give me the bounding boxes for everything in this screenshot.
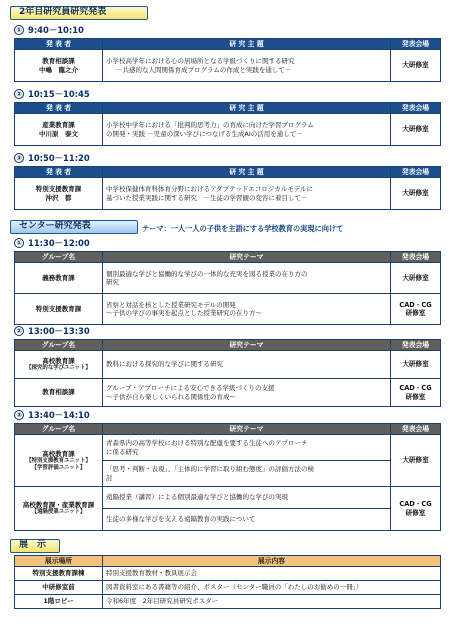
group-cell: 教育相談課: [15, 379, 103, 407]
header-theme: 研究テーマ: [103, 252, 391, 263]
header-theme: 研 究 主 題: [103, 39, 391, 50]
exhibition-table: [14, 555, 441, 609]
header-venue: 発表会場: [391, 340, 441, 351]
session-time: ③ 10:50－11:20: [14, 153, 90, 164]
header-presenter: 発 表 者: [15, 103, 103, 114]
header-venue: 発表会場: [391, 424, 441, 435]
header-group: グループ名: [15, 424, 103, 435]
session-number: ②: [14, 89, 24, 99]
content-cell: 特別支援教育教材・教具展示会: [103, 567, 441, 581]
center-theme: テーマ：一人一人の子供を主語にする学校教育の実現に向けて: [142, 224, 344, 233]
group-cell: 高校教育課 【探究的な学びユニット】: [15, 351, 103, 379]
theme-cell: 青森県内の高等学校における特別な配慮を要する生徒へのアプローチ に係る研究: [103, 435, 391, 461]
presenter-cell: 特別支援教育課 沖沢 都: [15, 178, 103, 210]
session-time: ③ 13:40－14:10: [14, 410, 90, 421]
theme-cell: 個別最適な学びと協働的な学びの一体的な充実を図る授業の在り方の 研究: [103, 263, 391, 294]
header-content: 展示内容: [103, 556, 441, 567]
header-presenter: 発 表 者: [15, 39, 103, 50]
session-number: ③: [14, 410, 24, 420]
header-theme: 研究テーマ: [103, 340, 391, 351]
presenter-cell: 教育相談課 中嶋 龍之介: [15, 50, 103, 82]
section-title-2nd-year: 2年目研究員研究発表: [10, 6, 148, 20]
place-cell: 特別支援教育課棟: [15, 567, 103, 581]
session-table: [14, 339, 441, 407]
session-number: ③: [14, 153, 24, 163]
session-table: [14, 102, 441, 146]
unit-tag: 【特別支援教育ユニット】: [26, 457, 91, 464]
session-time: ② 13:00－13:30: [14, 326, 90, 337]
theme-cell: グループ・アプローチによる安心できる学級づくりの支援 ～子供が自ら楽しくいられる関係性の育成～: [103, 379, 391, 407]
venue-cell: 大研修室: [391, 50, 441, 82]
section-title-exhibition: 展 示: [10, 539, 60, 553]
place-cell: 1階ロビー: [15, 595, 103, 609]
theme-cell: 小学校高学年における心の居場所となる学級づくりに関する研究 －共感的な人間関係育成プログラムの作成と実践を通して－: [103, 50, 391, 82]
theme-cell: 生徒の多様な学びを支える遠隔教育の実践について: [103, 509, 391, 531]
venue-cell: CAD・CG 研修室: [391, 487, 441, 531]
group-cell: 義務教育課: [15, 263, 103, 294]
theme-cell: 教科における探究的な学びに関する研究: [103, 351, 391, 379]
venue-cell: 大研修室: [391, 114, 441, 146]
venue-cell: 大研修室: [391, 178, 441, 210]
theme-cell: 省察と対話を核とした授業研究モデルの開発 ～子供の学びの事実を起点とした授業研究の在り方～: [103, 294, 391, 325]
group-cell: 高校教育課 【特別支援教育ユニット】 【学習評価ユニット】: [15, 435, 103, 487]
header-presenter: 発 表 者: [15, 167, 103, 178]
unit-tag: 【遠隔授業ユニット】: [31, 509, 86, 516]
venue-cell: 大研修室: [391, 263, 441, 294]
header-theme: 研 究 主 題: [103, 167, 391, 178]
session-time: ② 10:15－10:45: [14, 89, 90, 100]
header-group: グループ名: [15, 252, 103, 263]
group-cell: 高校教育課・産業教育課 【遠隔授業ユニット】: [15, 487, 103, 531]
session-time: ① 9:40－10:10: [14, 25, 84, 36]
venue-cell: CAD・CG 研修室: [391, 294, 441, 325]
header-theme: 研 究 主 題: [103, 103, 391, 114]
theme-cell: 中学校保健体育科体育分野におけるアダプテッドエコロジカルモデルに 基づいた授業実践に関する研究 －生徒の学習観の変容に着目して－: [103, 178, 391, 210]
session-table: [14, 166, 441, 210]
header-venue: 発表会場: [391, 103, 441, 114]
session-number: ②: [14, 326, 24, 336]
section-title-center: センター研究発表: [10, 220, 138, 234]
session-time: ① 11:30－12:00: [14, 238, 90, 249]
theme-cell: 遠隔授業（講習）による個別最適な学びと協働的な学びの実現: [103, 487, 391, 509]
header-venue: 発表会場: [391, 167, 441, 178]
unit-tag: 【探究的な学びユニット】: [26, 365, 91, 372]
content-cell: 令和6年度 2年目研究員研究ポスター: [103, 595, 441, 609]
header-place: 展示場所: [15, 556, 103, 567]
session-table: [14, 423, 441, 531]
presenter-cell: 産業教育課 中川原 泰文: [15, 114, 103, 146]
venue-cell: 大研修室: [391, 435, 441, 487]
unit-tag: 【学習評価ユニット】: [31, 464, 86, 471]
header-venue: 発表会場: [391, 252, 441, 263]
place-cell: 中研修室前: [15, 581, 103, 595]
venue-cell: 大研修室: [391, 351, 441, 379]
session-number: ①: [14, 238, 24, 248]
header-venue: 発表会場: [391, 39, 441, 50]
header-group: グループ名: [15, 340, 103, 351]
session-table: [14, 251, 441, 325]
venue-cell: CAD・CG 研修室: [391, 379, 441, 407]
header-theme: 研究テーマ: [103, 424, 391, 435]
session-number: ①: [14, 25, 24, 35]
session-table: [14, 38, 441, 82]
theme-cell: 小学校中学年における「批判的思考力」の育成に向けた学習プログラム の開発・実践 －児童の深い学びにつなげる生成AIの活用を通して－: [103, 114, 391, 146]
theme-cell: 「思考・判断・表現」、「主体的に学習に取り組む態度」の評価方法の検 討: [103, 461, 391, 487]
group-cell: 特別支援教育課: [15, 294, 103, 325]
content-cell: 図書資料室にある書籍等の紹介、ポスター（センター職員の「わたしのお勧めの一冊」）: [103, 581, 441, 595]
